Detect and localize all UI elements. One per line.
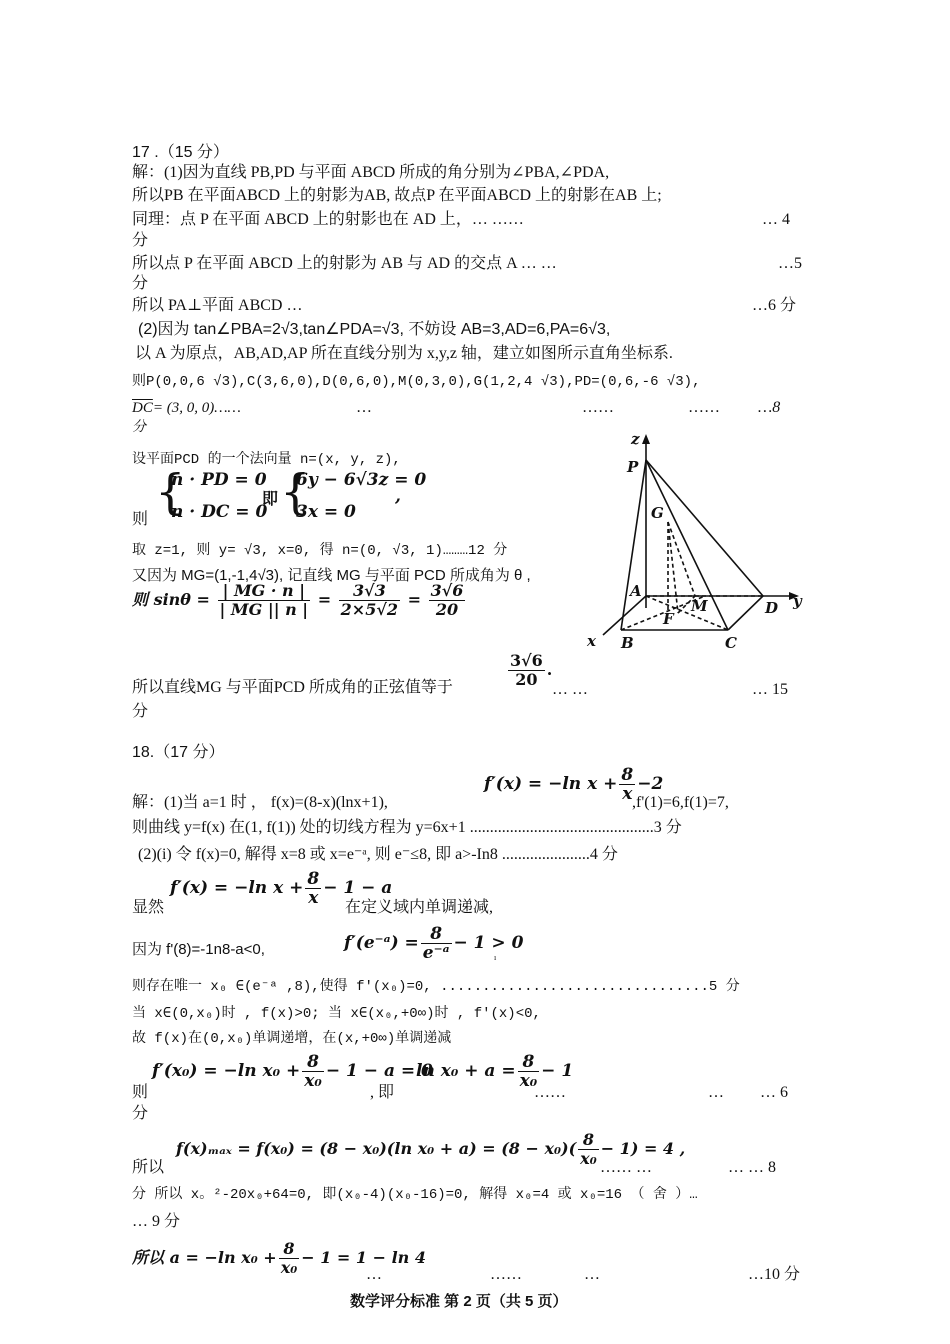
q18-header: 18.（17 分）	[132, 744, 225, 761]
q18-l13-lhs: 所以 a = −ln x₀ +	[132, 1248, 277, 1267]
q18-l9a-lhs: f′(x₀) = −ln x₀ +	[152, 1061, 301, 1081]
diag-ac	[646, 596, 728, 630]
q17-line-9-dots-3: ……	[688, 399, 720, 416]
normal-vector-system: { n · PD = 0 n · DC = 0	[155, 464, 268, 522]
q18-l9a-num: 8	[307, 1052, 319, 1072]
edge-pc	[646, 460, 728, 630]
q18-line-4-post: 在定义域内单调递减,	[345, 899, 494, 916]
q18-l9b-den: x₀	[519, 1071, 538, 1091]
z-arrow	[642, 434, 650, 444]
q18-line-6: 则存在唯一 x₀ ∈(e⁻ᵃ ,8),使得 f'(x₀)=0, ................................5 分	[132, 979, 740, 995]
q17-line-1: 解：(1)因为直线 PB,PD 与平面 ABCD 所成的角分别为∠PBA,∠PDA,	[132, 164, 610, 181]
q17-line-13-unit: 分	[132, 703, 149, 720]
vector-dc-value: = (3, 0, 0)……	[152, 400, 241, 416]
q18-l1-lhs: f′(x) = −ln x +	[484, 774, 618, 794]
q18-derivative-e	[344, 925, 523, 962]
q18-l10-tail: − 1) = 4 ,	[600, 1139, 686, 1158]
system-eq-4: 3x = 0	[296, 502, 356, 522]
q17-line-3-score: … 4	[762, 211, 790, 228]
q18-l5-lhs: f′(e⁻ᵃ) =	[344, 933, 419, 953]
reduced-system: { 6y − 6√3z = 0 3x = 0	[280, 464, 427, 522]
q18-l9b-num: 8	[522, 1052, 535, 1072]
q18-line-9-dots: ……	[534, 1084, 566, 1101]
system-eq-2: n · DC = 0	[171, 502, 268, 522]
q17-line-11: 取 z=1, 则 y= √3, x=0, 得 n=(0, √3, 1)………12 分	[132, 543, 508, 559]
q18-line-8: 故 f(x)在(0,x₀)单调递增，在(x,+0∞)单调递减	[132, 1031, 452, 1047]
q18-l4-lhs: f′(x) = −ln x +	[170, 878, 304, 898]
q17-line-10: 设平面PCD 的一个法向量 n=(x, y, z),	[132, 452, 401, 468]
q18-l1-tail: −2	[637, 774, 664, 794]
q18-l5-tail: − 1 > 0	[453, 933, 524, 953]
sin-num-2: 3√3	[352, 581, 386, 600]
q18-line-12: … 9 分	[132, 1213, 181, 1230]
q17-line-4-unit: 分	[132, 275, 149, 292]
label-p: P	[627, 458, 639, 476]
label-y: y	[793, 592, 802, 610]
q18-l10-num: 8	[582, 1130, 594, 1149]
q18-line-9-pre: 则	[132, 1084, 149, 1101]
q18-line-13-score: …10 分	[748, 1266, 801, 1283]
q18-l4-num: 8	[307, 869, 320, 889]
q17-line-5: 所以 PA⊥平面 ABCD …	[132, 297, 303, 314]
q18-l9b-tail: − 1	[541, 1061, 574, 1081]
q18-line-13-dots-2: ……	[490, 1266, 522, 1283]
q18-line-9-unit: 分	[132, 1105, 149, 1122]
label-m: M	[691, 597, 708, 615]
q17-line-3: 同理：点 P 在平面 ABCD 上的射影也在 AD 上，… ……	[132, 211, 524, 228]
q18-l13-num: 8	[283, 1239, 295, 1258]
vector-dc: $\overline{DC}$	[132, 400, 153, 416]
q18-line-13-dots-3: …	[584, 1266, 600, 1283]
result-den: 20	[508, 670, 545, 689]
q17-line-5-score: …6 分	[752, 297, 797, 314]
q18-l10-lhs: f(x)ₘₐₓ = f(x₀) = (8 − x₀)(ln x₀ + a) = (8 − x₀)(	[176, 1139, 577, 1158]
sin-theta-formula: 则 sinθ = $\frac{| MG \cdot n |}{| MG || n |}$ = $\frac{3√3}{2\times 5√2}$ = $\frac{3√6}{20}$	[132, 581, 464, 619]
q18-l5-den: e⁻ᵃ	[422, 943, 450, 963]
q18-line-7: 当 x∈(0,x₀)时 , f(x)>0; 当 x∈(x₀,+0∞)时 , f'(x)<0,	[132, 1006, 541, 1022]
label-z: z	[631, 430, 640, 448]
q18-l10-den: x₀	[580, 1149, 597, 1168]
label-c: C	[725, 634, 737, 652]
edge-pb	[621, 460, 646, 630]
q18-line-3: (2)(i) 令 f(x)=0, 解得 x=8 或 x=e⁻ᵃ, 则 e⁻≤8, 即 a>-In8 ......................4 分	[138, 846, 618, 863]
q18-l4-tail: − 1 − a	[323, 878, 393, 898]
q18-l9b-lhs: ln x₀ + a =	[416, 1061, 516, 1081]
q18-line-11: 分 所以 x。²-20x₀+64=0, 即(x₀-4)(x₀-16)=0, 解得 x₀=4 或 x₀=16 （ 舍 ）…	[132, 1187, 698, 1203]
q18-l5-num: 8	[430, 924, 443, 944]
q18-l13-tail: − 1 = 1 − ln 4	[301, 1248, 426, 1267]
q17-line-7: 以 A 为原点，AB,AD,AP 所在直线分别为 x,y,z 轴，建立如图所示直角坐标系.	[135, 345, 673, 362]
q18-line-10-score: … … 8	[728, 1159, 776, 1176]
q17-line-13-score: … 15	[752, 681, 788, 698]
q17-line-8: 则P(0,0,6 √3),C(3,6,0),D(0,6,0),M(0,3,0),G(1,2,4 √3),PD=(0,6,-6 √3),	[132, 374, 701, 390]
q17-line-4: 所以点 P 在平面 ABCD 上的射影为 AB 与 AD 的交点 A … …	[132, 255, 557, 272]
edge-cd	[728, 596, 763, 630]
label-b: B	[621, 634, 634, 652]
system-eq-1: n · PD = 0	[171, 470, 267, 490]
q18-line-5-mark: ı	[494, 953, 497, 962]
q18-line-9-mid: , 即	[370, 1084, 395, 1101]
q17-line-9-score: …8	[758, 399, 781, 416]
system-ji: 即	[262, 489, 279, 508]
label-x: x	[587, 632, 596, 650]
label-g: G	[651, 504, 664, 522]
q18-line-10-pre: 所以	[132, 1159, 165, 1176]
q18-line-5-pre: 因为 f'(8)=-1n8-a<0,	[132, 941, 265, 958]
sin-num-1: | MG · n |	[222, 581, 306, 600]
q18-line-1: 解：(1)当 a=1 时 ， f(x)=(8-x)(lnx+1),	[132, 794, 388, 811]
q18-line-1-tail: ,f'(1)=6,f(1)=7,	[632, 794, 729, 811]
label-f: F	[663, 610, 674, 628]
q17-line-6: (2)因为 tan∠PBA=2√3,tan∠PDA=√3, 不妨设 AB=3,AD=6,PA=6√3,	[138, 321, 611, 338]
q17-line-12: 又因为 MG=(1,-1,4√3), 记直线 MG 与平面 PCD 所成角为 θ ,	[132, 567, 531, 584]
q18-l1-num: 8	[621, 765, 634, 785]
q18-line-9-score: … 6	[760, 1084, 788, 1101]
q18-line-2: 则曲线 y=f(x) 在(1, f(1)) 处的切线方程为 y=6x+1 ..............................................3 分	[132, 819, 682, 836]
q17-line-13: 所以直线MG 与平面PCD 所成角的正弦值等于	[132, 679, 453, 696]
q18-line-13-dots-1: …	[366, 1266, 382, 1283]
q17-line-9-dots-2: ……	[582, 399, 614, 416]
q17-line-9-unit: 分	[132, 420, 146, 435]
q17-line-4-score: …5	[778, 255, 802, 272]
q18-l9a-den: x₀	[304, 1071, 322, 1091]
q18-line-9-dots-2: …	[708, 1084, 724, 1101]
label-a: A	[630, 582, 642, 600]
q17-system-prefix: 则	[132, 511, 149, 528]
q18-l9a-tail: − 1 − a = 0	[325, 1061, 433, 1081]
q17-line-13-dots: … …	[552, 681, 588, 698]
sin-num-3: 3√6	[430, 581, 464, 600]
sin-lhs: 则 sinθ =	[132, 590, 210, 609]
q18-l1-den: x	[619, 784, 635, 803]
q18-line-10-dots: …… …	[600, 1159, 652, 1176]
sine-result-fraction: $\frac{3√6}{20}$ .	[510, 651, 553, 689]
sin-den-3: 20	[429, 600, 466, 619]
q18-line-4-pre: 显然	[132, 899, 165, 916]
sin-den-1: | MG || n |	[219, 600, 309, 619]
q17-line-9	[132, 398, 241, 418]
q17-line-9-dots-1: …	[356, 399, 372, 416]
result-num: 3√6	[510, 651, 543, 670]
q17-header: 17 .（15 分）	[132, 144, 229, 161]
label-d: D	[765, 599, 779, 617]
q18-l4-den: x	[305, 888, 321, 907]
q17-line-2: 所以PB 在平面ABCD 上的射影为AB, 故点P 在平面ABCD 上的射影在AB 上;	[132, 187, 662, 204]
pyramid-figure	[583, 430, 808, 655]
q17-line-3-unit: 分	[132, 232, 149, 249]
sin-den-2: 2×5√2	[340, 600, 398, 619]
page-footer: 数学评分标准 第 2 页（共 5 页）	[350, 1293, 568, 1310]
system-eq-3: 6y − 6√3z = 0	[296, 470, 427, 490]
edge-pd	[646, 460, 763, 596]
q18-l13-den: x₀	[280, 1258, 298, 1277]
